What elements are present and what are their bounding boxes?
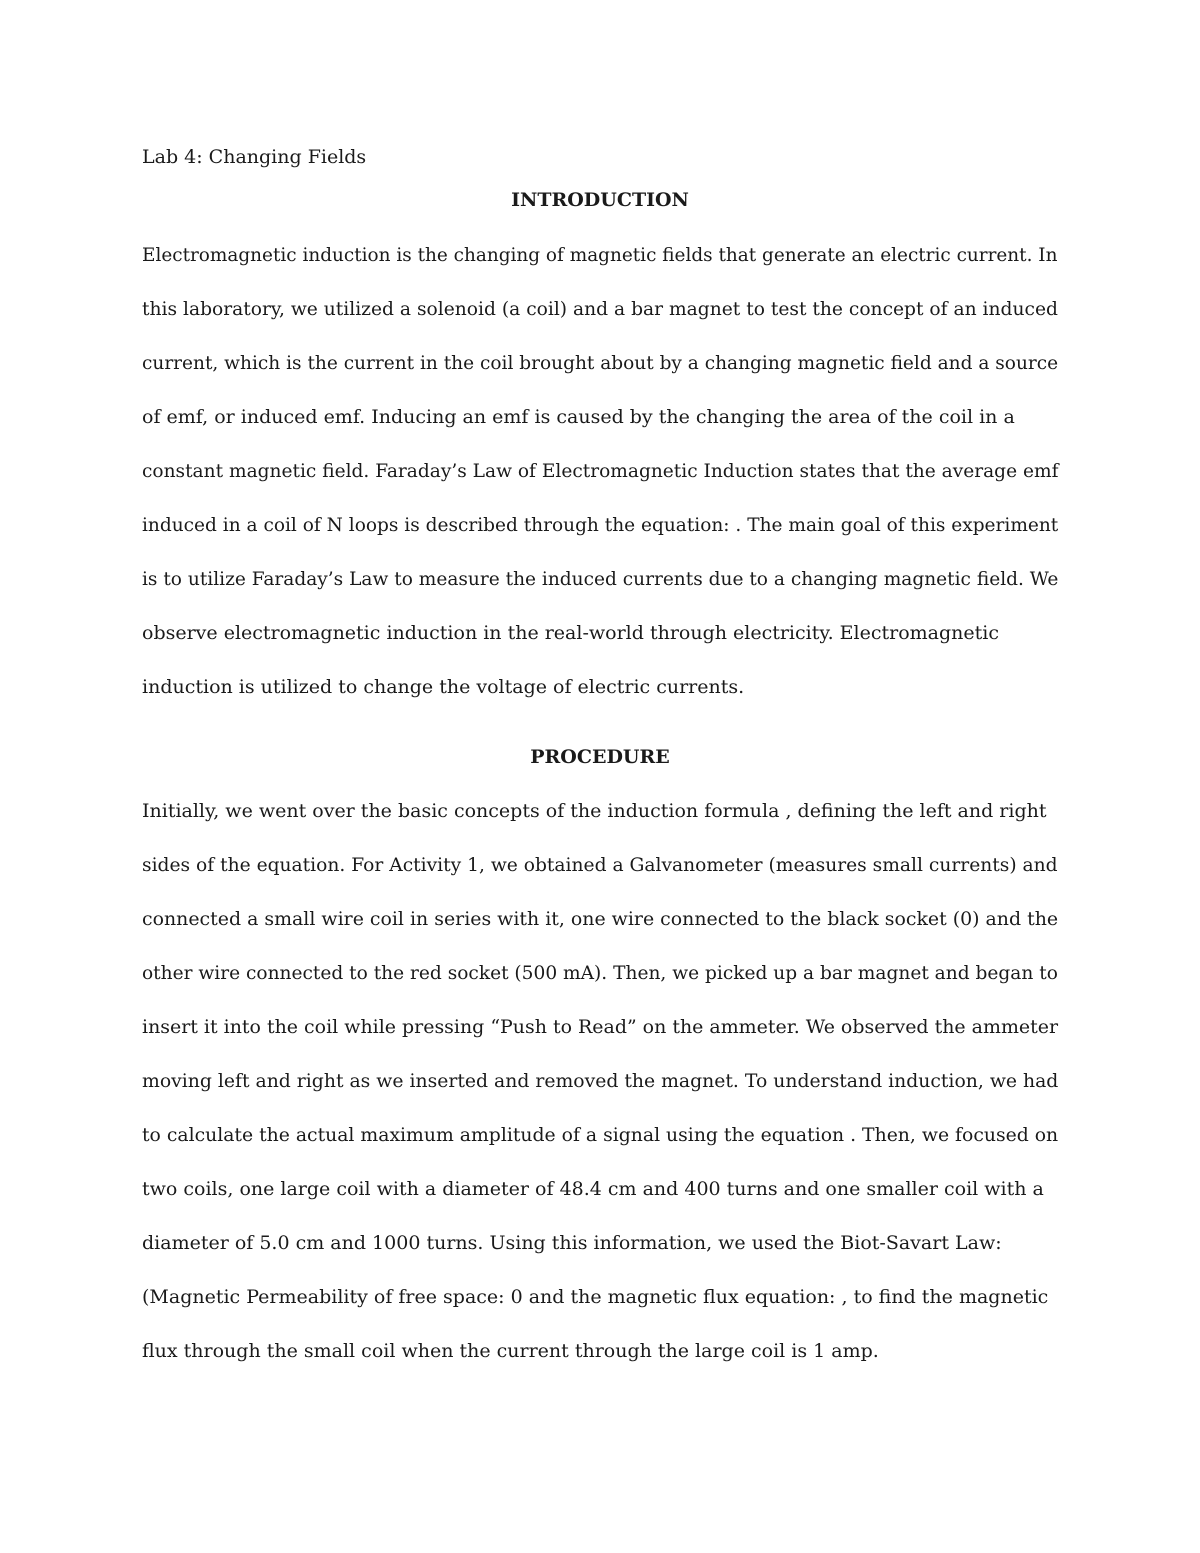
procedure-line: Initially, we went over the basic concepts of the induction formula , defining the left and right [142,800,1047,822]
procedure-line: insert it into the coil while pressing “Push to Read” on the ammeter. We observed the ammeter [142,1016,1059,1038]
introduction-line: current, which is the current in the coil brought about by a changing magnetic field and a source [142,352,1059,374]
procedure-line: connected a small wire coil in series with it, one wire connected to the black socket (0) and the [142,908,1059,930]
introduction-line: induced in a coil of N loops is described through the equation: . The main goal of this experiment [142,514,1059,536]
introduction-heading: INTRODUCTION [511,189,689,211]
document-title: Lab 4: Changing Fields [142,146,367,168]
introduction-line: constant magnetic field. Faraday’s Law of Electromagnetic Induction states that the average emf [142,460,1059,482]
procedure-line: (Magnetic Permeability of free space: 0 and the magnetic flux equation: , to find the magnetic [142,1286,1049,1308]
procedure-line: diameter of 5.0 cm and 1000 turns. Using this information, we used the Biot-Savart Law: [142,1232,1002,1254]
procedure-line: sides of the equation. For Activity 1, we obtained a Galvanometer (measures small currents) and [142,854,1058,876]
procedure-line: other wire connected to the red socket (500 mA). Then, we picked up a bar magnet and began to [142,962,1058,984]
introduction-line: of emf, or induced emf. Inducing an emf is caused by the changing the area of the coil in a [142,406,1015,428]
procedure-line: moving left and right as we inserted and removed the magnet. To understand induction, we had [142,1070,1059,1092]
introduction-line: induction is utilized to change the voltage of electric currents. [142,676,745,698]
introduction-line: is to utilize Faraday’s Law to measure the induced currents due to a changing magnetic field. We [142,568,1059,590]
introduction-line: Electromagnetic induction is the changing of magnetic fields that generate an electric current. In [142,244,1058,266]
procedure-line: flux through the small coil when the current through the large coil is 1 amp. [142,1340,879,1362]
introduction-line: observe electromagnetic induction in the real-world through electricity. Electromagnetic [142,622,999,644]
procedure-line: to calculate the actual maximum amplitude of a signal using the equation . Then, we focused on [142,1124,1059,1146]
introduction-line: this laboratory, we utilized a solenoid (a coil) and a bar magnet to test the concept of an induced [142,298,1058,320]
procedure-line: two coils, one large coil with a diameter of 48.4 cm and 400 turns and one smaller coil with a [142,1178,1044,1200]
procedure-heading: PROCEDURE [530,746,670,768]
